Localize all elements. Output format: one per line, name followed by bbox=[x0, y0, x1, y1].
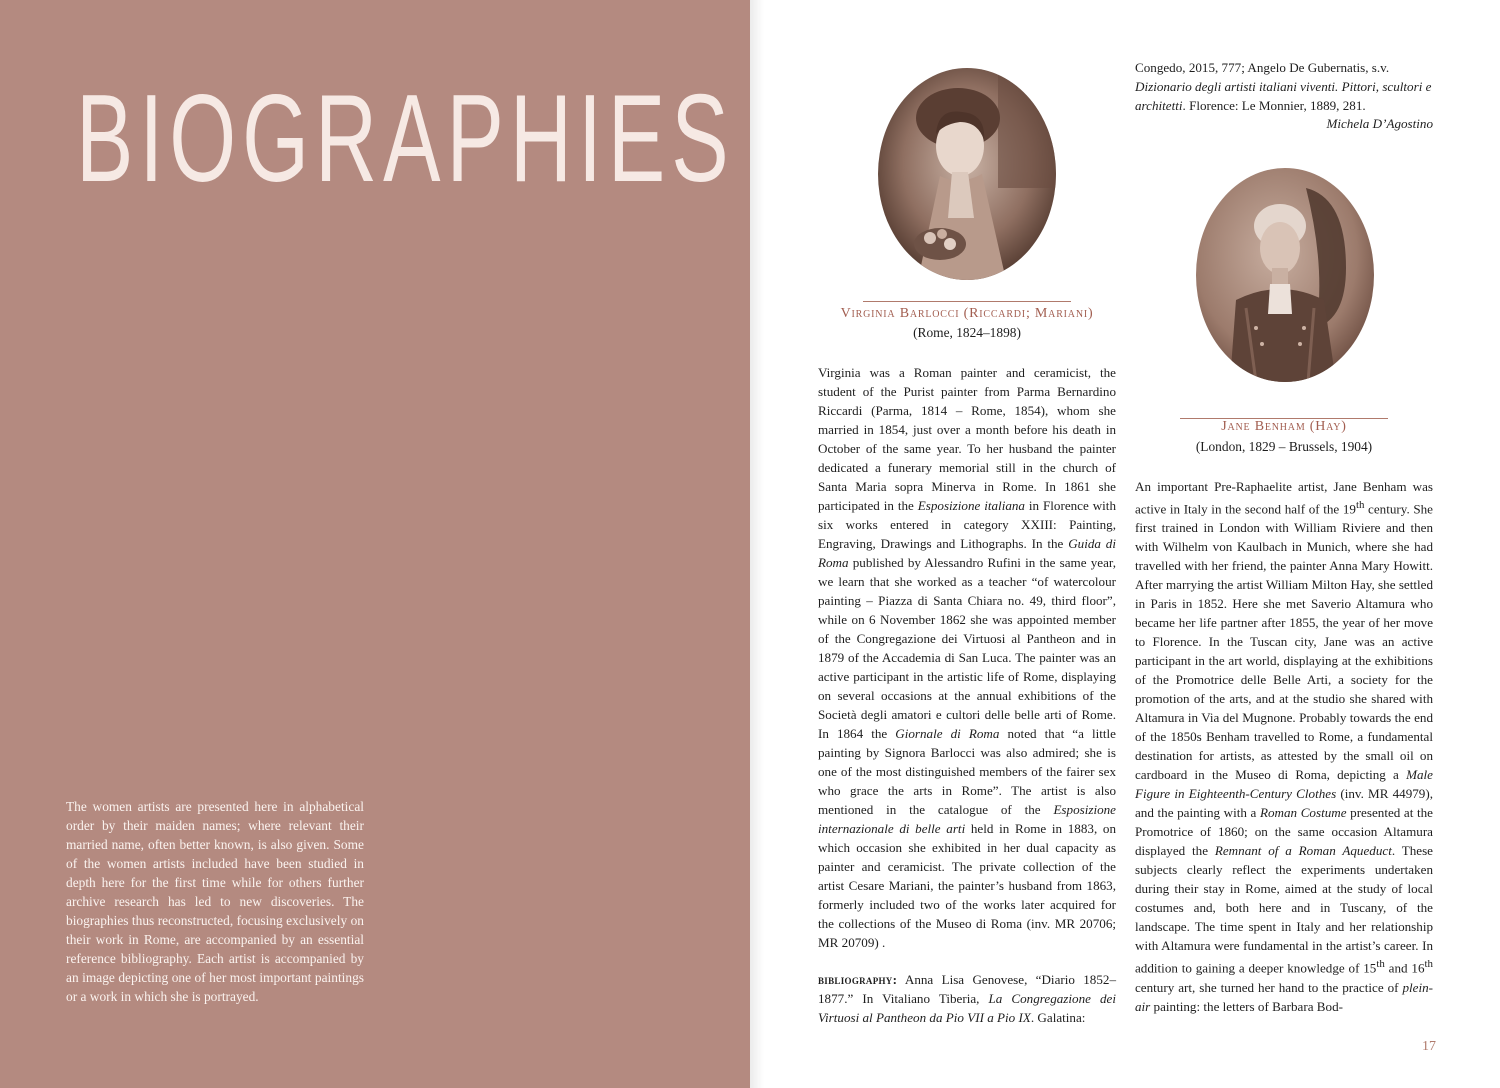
biography-text bbox=[1135, 477, 1433, 1016]
page-number: 17 bbox=[1422, 1039, 1436, 1054]
intro-paragraph: The women artists are presented here in alphabetical order by their maiden names; where relevant their married name, often better known, is also given. Some of the women artists included have been studied in depth here for the first time while for others further archive research has led to new discoveries. The biographies thus reconstructed, focusing exclusively on their work in Rome, are accompanied by an essential reference bibliography. Each artist is accompanied by an image depicting one of her most important paintings or a work in which she is portrayed. bbox=[66, 799, 364, 1004]
artist-dates: (Rome, 1824–1898) bbox=[913, 325, 1021, 340]
artist-name: Virginia Barlocci (Riccardi; Mariani) bbox=[840, 306, 1094, 321]
text-run-italic: Esposizione italiana bbox=[917, 498, 1025, 513]
text-run: Virginia was a Roman painter and ceramicist, the student of the Purist painter from Parma Bernardino Riccardi (Parma, 1814 – Rome, 1854), whom she married in 1854, just over a month before his death in October of the same year. To her husband the painter dedicated a funerary memorial still in the church of Santa Maria sopra Minerva in Rome. In 1861 she participated in the bbox=[818, 365, 1116, 513]
text-run: and 16 bbox=[1384, 960, 1425, 976]
artist-dates: (London, 1829 – Brussels, 1904) bbox=[1195, 439, 1373, 454]
text-run: century art, she turned her hand to the practice of bbox=[1135, 979, 1403, 995]
text-run: . Galatina: bbox=[1030, 1010, 1086, 1025]
superscript: th bbox=[1424, 958, 1433, 971]
text-run: . These subjects clearly reflect the experiments undertaken during their stay in Rome, aimed at the study of local costumes and, both here and in Tuscany, of the landscape. The time spent in Italy and her relationship with Altamura were fundamental in the artist’s career. In addition to gaining a deeper knowledge of 15 bbox=[1135, 843, 1433, 976]
text-run-italic: Male Figure in Eighteenth-Century Clothes bbox=[1135, 767, 1433, 802]
artist-name: Jane Benham (Hay) bbox=[1221, 419, 1347, 434]
text-run: century. She first trained in London with William Riviere and then with Wilhelm von Kaulbach in Munich, where she had travelled with her friend, the painter Anna Mary Howitt. After marrying the artist William Milton Hay, she settled in Paris in 1852. Here she met Saverio Altamura who became her life partner after 1855, the year of her move to Florence. In the Tuscan city, Jane was an active participant in the art world, displaying at the exhibitions of the Promotrice delle Belle Arti, a society for the promotion of the arts, and at the studio she shared with Altamura in Via del Mugnone. Probably towards the end of the 1850s Benham travelled to Rome, a fundamental destination for artists, as attested by the small oil on cardboard in the Museo di Roma, depicting a bbox=[1135, 501, 1433, 783]
text-run: Congedo, 2015, 777; Angelo De Gubernatis, s.v. bbox=[1135, 60, 1390, 75]
bibliography-label: bibliography: bbox=[818, 972, 898, 987]
bibliography bbox=[818, 970, 1116, 1027]
text-run-italic: plein-air bbox=[1135, 979, 1433, 1014]
superscript: th bbox=[1376, 958, 1385, 971]
gutter-shadow bbox=[750, 0, 764, 1088]
text-run: An important Pre-Raphaelite artist, Jane Benham was active in Italy in the second half of the 19 bbox=[1135, 479, 1433, 517]
superscript: th bbox=[1355, 499, 1365, 511]
text-run-italic: Roman Costume bbox=[1259, 805, 1347, 821]
text-run: published by Alessandro Rufini in the same year, we learn that she worked as a teacher “of watercolour painting – Piazza di Santa Chiara no. 49, third floor”, while on 6 November 1862 she was appointed member of the Congregazione dei Virtuosi al Pantheon and in 1879 of the Accademia di San Luca. The painter was an active participant in the artistic life of Rome, displaying on several occasions at the annual exhibitions of the Società degli amatori e cultori delle belle arti of Rome. In 1864 the bbox=[818, 555, 1116, 741]
text-run: Anna Lisa Genovese, “Diario 1852–1877.” In Vitaliano Tiberia, bbox=[818, 972, 1116, 1006]
text-run-italic: Dizionario degli artisti italiani viventi. Pittori, scultori e architetti bbox=[1135, 79, 1432, 113]
name-rule bbox=[863, 301, 1071, 302]
text-run-italic: Giornale di Roma bbox=[895, 726, 1000, 741]
text-run: noted that “a little painting by Signora Barlocci was also admired; she is one of the most distinguished members of the fairer sex who grace the arts in Rome”. The artist is also mentioned in the catalogue of the bbox=[818, 726, 1116, 817]
text-run: presented at the Promotrice of 1860; on the same occasion Altamura displayed the bbox=[1135, 805, 1433, 859]
portrait-virginia-barlocci bbox=[878, 68, 1056, 280]
page-title: BIOGRAPHIES bbox=[76, 69, 735, 209]
biography-text bbox=[818, 363, 1116, 952]
text-run-italic: Esposizione internazionale di belle arti bbox=[818, 802, 1116, 836]
portrait-jane-benham bbox=[1196, 168, 1374, 382]
text-run-italic: La Congregazione dei Virtuosi al Pantheon da Pio VII a Pio IX bbox=[818, 991, 1116, 1025]
portrait-image bbox=[1196, 168, 1374, 382]
text-run: painting: the letters of Barbara Bod- bbox=[1150, 998, 1343, 1014]
text-run-italic: Remnant of a Roman Aqueduct bbox=[1214, 843, 1392, 859]
text-run-italic: Guida di Roma bbox=[818, 536, 1116, 570]
text-run: in Florence with six works entered in category XXIII: Painting, Engraving, Drawings and Lithographs. In the bbox=[818, 498, 1116, 551]
portrait-image bbox=[878, 68, 1056, 280]
text-run: (inv. MR 44979), and the painting with a bbox=[1135, 786, 1433, 821]
text-run: . Florence: Le Monnier, 1889, 281. bbox=[1182, 98, 1366, 113]
author-signature: Michela D’Agostino bbox=[1326, 116, 1433, 131]
bibliography-continued bbox=[1135, 58, 1433, 115]
text-run: held in Rome in 1883, on which occasion she exhibited in her dual capacity as painter and ceramicist. The private collection of the artist Cesare Mariani, the painter’s husband from 1863, formerly included two of the works later acquired for the collections of the Museo di Roma (inv. MR 20706; MR 20709) . bbox=[818, 821, 1116, 950]
